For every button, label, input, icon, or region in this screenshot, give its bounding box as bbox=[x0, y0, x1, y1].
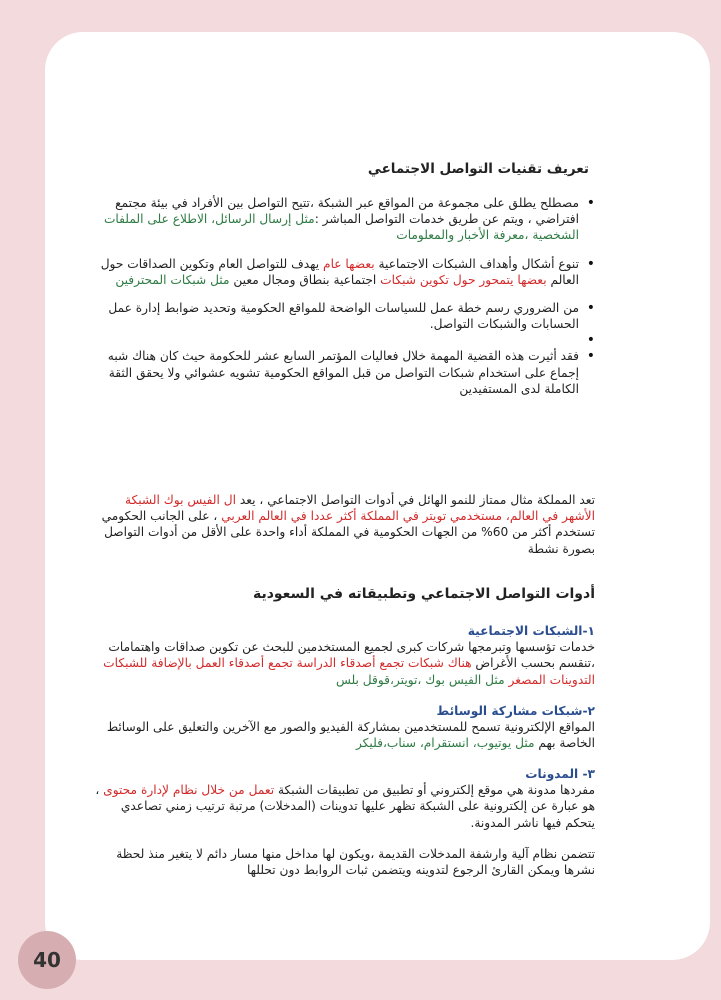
section-title: ٣- المدونات bbox=[525, 767, 595, 781]
section-example-green: مثل يوتيوب، انستقرام، سناب،فليكر bbox=[355, 736, 535, 751]
bullet-item bbox=[90, 195, 595, 244]
page-number-badge: 40 bbox=[18, 931, 76, 989]
page-content bbox=[90, 0, 595, 1000]
bullet-highlight-red: بعضها عام bbox=[323, 256, 375, 271]
bullet-item bbox=[90, 348, 595, 397]
bullet-item-empty bbox=[90, 332, 595, 348]
heading-tools: أدوات التواصل الاجتماعي وتطبيقاته في السعودية bbox=[252, 586, 595, 602]
section-highlight-red: تعمل من خلال نظام لإدارة محتوى bbox=[103, 783, 275, 798]
section-text: مفردها مدونة هي موقع إلكتروني أو تطبيق من تطبيقات الشبكة bbox=[274, 783, 595, 798]
bullet-text: اجتماعية بنطاق ومجال معين bbox=[229, 272, 381, 287]
section-body bbox=[90, 719, 595, 751]
bullet-text: فقد أثيرت هذه القضية المهمة خلال فعاليات المؤتمر السابع عشر للحكومة حيث كان هناك شبه إجماع على استخدام شبكات التواصل من قبل المواقع الحكومية تشويه عشوائي ولا يحقق الثقة الكاملة لدى المستفيدين bbox=[107, 349, 579, 396]
paragraph-text: ، على الجانب الحكومي تستخدم أكثر من 60% من الجهات الحكومية في المملكة أداء واحدة على الأقل من أدوات التواصل بصورة نشطة bbox=[101, 509, 595, 556]
paragraph-blog-archive: تتضمن نظام آلية وارشفة المدخلات القديمة ،ويكون لها مداخل منها مسار دائم لا يتغير منذ لحظة نشرها ويمكن القارئ الرجوع لتدوينه ويتضمن ثبات الروابط دون تحللها bbox=[116, 847, 595, 878]
section-text: خدمات تؤسسها وتبرمجها شركات كبرى لجميع المستخدمين للبحث عن تكوين صداقات واهتمامات ،تنقسم بحسب الأغراض bbox=[108, 640, 595, 671]
section-media-sharing bbox=[90, 703, 595, 752]
section-example-green: مثل الفيس بوك ،تويتر،قوقل بلس bbox=[335, 672, 509, 687]
bullet-example-green: مثل شبكات المحترفين bbox=[115, 272, 230, 287]
bullet-highlight-red: بعضها يتمحور حول تكوين شبكات bbox=[380, 272, 547, 287]
bullet-list bbox=[90, 195, 595, 397]
section-body bbox=[90, 782, 595, 831]
section-title: ٢-شبكات مشاركة الوسائط bbox=[436, 704, 595, 718]
heading-definition: تعريف تقنيات التواصل الاجتماعي bbox=[367, 161, 589, 177]
section-text: ، هو عبارة عن إلكترونية على الشبكة تظهر عليها تدوينات (المدخلات) مرتبة ترتيب زمني تصاعدي يتحكم فيها ناشر المدونة. bbox=[95, 783, 595, 830]
section-title: ١-الشبكات الاجتماعية bbox=[467, 624, 595, 638]
bullet-text: من الضروري رسم خطة عمل للسياسات الواضحة للمواقع الحكومية وتحديد ضوابط إدارة عمل الحسابات والشبكات التواصل. bbox=[108, 301, 579, 332]
section-social-networks bbox=[90, 623, 595, 688]
paragraph-text: تعد المملكة مثال ممتاز للنمو الهائل في أدوات التواصل الاجتماعي ، يعد bbox=[235, 493, 595, 507]
section-blogs bbox=[90, 766, 595, 831]
section-highlight-red: هناك شبكات تجمع أصدقاء الدراسة تجمع أصدقاء العمل بالإضافة للشبكات التدوينات المصغر bbox=[103, 656, 595, 687]
bullet-item bbox=[90, 256, 595, 288]
bullet-example-green: مثل إرسال الرسائل، الاطلاع على الملفات الشخصية ،معرفة الأخبار والمعلومات bbox=[103, 212, 579, 243]
bullet-text: يهدف للتواصل العام وتكوين الصداقات حول العالم bbox=[100, 256, 579, 287]
bullet-text: مصطلح يطلق على مجموعة من المواقع عبر الشبكة ،تتيح التواصل بين الأفراد في بيئة مجتمع افتراضي ، ويتم عن طريق خدمات التواصل المباشر : bbox=[115, 196, 579, 227]
bullet-text: تنوع أشكال وأهداف الشبكات الاجتماعية bbox=[374, 256, 579, 271]
section-body bbox=[90, 639, 595, 688]
paragraph-highlight-red: ال الفيس بوك الشبكة الأشهر في العالم، مستخدمي تويتر في المملكة أكثر عددا في العالم العربي bbox=[124, 493, 595, 524]
bullet-item bbox=[90, 300, 595, 332]
paragraph-kingdom bbox=[90, 492, 595, 557]
section-text: المواقع الإلكترونية تسمح للمستخدمين بمشاركة الفيديو والصور مع الآخرين والتعليق على الوسائط الخاصة بهم bbox=[106, 720, 595, 751]
